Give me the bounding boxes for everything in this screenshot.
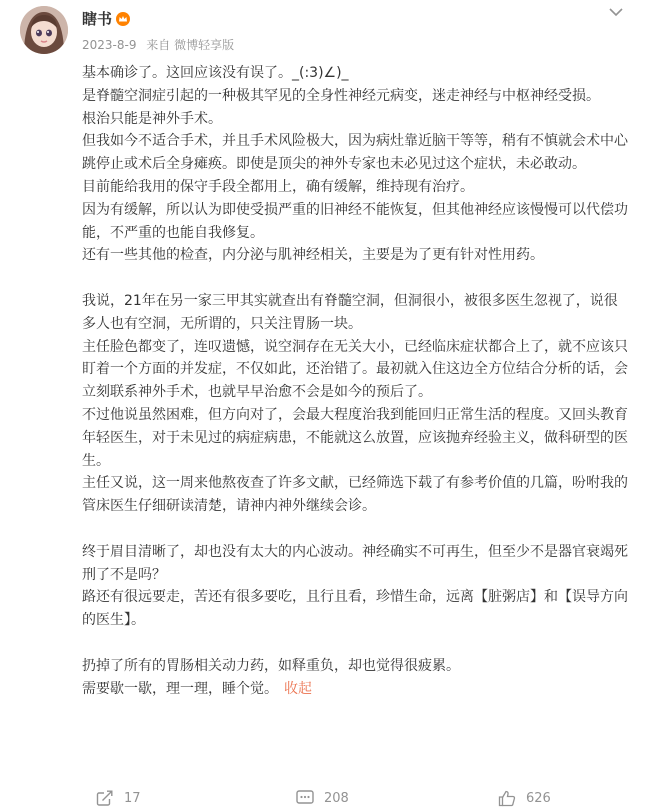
- paragraph-gap: [82, 267, 630, 290]
- post-paragraph: 根治只能是神外手术。: [82, 110, 222, 127]
- repost-count: 17: [124, 790, 141, 806]
- post-paragraph: 扔掉了所有的胃肠相关动力药，如释重负，却也觉得很疲累。: [82, 657, 460, 674]
- post-date: 2023-8-9: [82, 38, 137, 52]
- post-paragraph: 不过他说虽然困难，但方向对了，会最大程度治我到能回归正常生活的程度。又回头教育年轻医生，对于未见过的病症病患，不能就这么放置，应该抛弃经验主义，做科研型的医生。: [82, 406, 628, 469]
- post-last-line-text: 需要歇一歇，理一理，睡个觉。: [82, 680, 278, 697]
- post-paragraph: 主任又说，这一周来他熬夜查了许多文献，已经筛选下载了有参考价值的几篇，吩咐我的管床医生仔细研读清楚，请神内神外继续会诊。: [82, 475, 628, 515]
- post-paragraph: 是脊髓空洞症引起的一种极其罕见的全身性神经元病变，迷走神经与中枢神经受损。: [82, 87, 600, 104]
- post-paragraph: 路还有很远要走，苦还有很多要吃，且行且看，珍惜生命，远离【脏粥店】和【误导方向的医生】。: [82, 589, 628, 629]
- repost-icon: [96, 790, 114, 806]
- post-header: [0, 0, 646, 66]
- avatar-image: [20, 6, 68, 54]
- post-paragraph: 主任脸色都变了，连叹遗憾，说空洞存在无关大小，已经临床症状都合上了，就不应该只盯着一个方面的并发症，不仅如此，还治错了。最初就入住这边全方位结合分析的话，会立刻联系神外手术，也就早早治愈不会是如今的预后了。: [82, 338, 628, 401]
- post-paragraph: 我说，21年在另一家三甲其实就查出有脊髓空洞，但洞很小，被很多医生忽视了，说很多人也有空洞，无所谓的，只关注胃肠一块。: [82, 292, 618, 332]
- like-count: 626: [526, 791, 551, 806]
- more-options-button[interactable]: [606, 2, 626, 22]
- comment-count: 208: [324, 790, 349, 806]
- comment-button[interactable]: [296, 790, 349, 806]
- repost-button[interactable]: [96, 790, 141, 806]
- paragraph-gap: [82, 518, 630, 541]
- vip-crown-icon: [116, 12, 130, 26]
- post-paragraph: 还有一些其他的检查，内分泌与肌神经相关，主要是为了更有针对性用药。: [82, 247, 544, 264]
- post-paragraph: 因为有缓解，所以认为即使受损严重的旧神经不能恢复，但其他神经应该慢慢可以代偿功能，不严重的也能自我修复。: [82, 201, 628, 241]
- avatar[interactable]: [20, 6, 68, 54]
- paragraph-gap: [82, 632, 630, 655]
- post-meta: [82, 36, 240, 53]
- post-paragraph: 基本确诊了。这回应该没有误了。_(:3)∠)_: [82, 65, 349, 81]
- post-paragraph: 终于眉目清晰了，却也没有太大的内心波动。神经确实不可再生，但至少不是器官衰竭死刑了不是吗？: [82, 543, 628, 583]
- post-content: [82, 62, 630, 700]
- username-text: 瞎书: [82, 10, 113, 28]
- post-paragraph: 目前能给我用的保守手段全都用上，确有缓解，维持现有治疗。: [82, 178, 474, 195]
- post-last-line: [82, 678, 630, 701]
- post-paragraph: 但我如今不适合手术，并且手术风险极大，因为病灶靠近脑干等等，稍有不慎就会术中心跳停止或术后全身瘫痪。即使是顶尖的神外专家也未必见过这个症状，未必敢动。: [82, 133, 628, 173]
- collapse-link[interactable]: 收起: [284, 680, 312, 697]
- thumbs-up-icon: [498, 790, 516, 807]
- chevron-down-icon: [609, 8, 623, 17]
- like-button[interactable]: [498, 790, 551, 807]
- comment-icon: [296, 790, 314, 806]
- username[interactable]: [82, 8, 130, 29]
- post-source: 来自 微博轻享版: [146, 38, 235, 52]
- action-bar: [0, 786, 646, 810]
